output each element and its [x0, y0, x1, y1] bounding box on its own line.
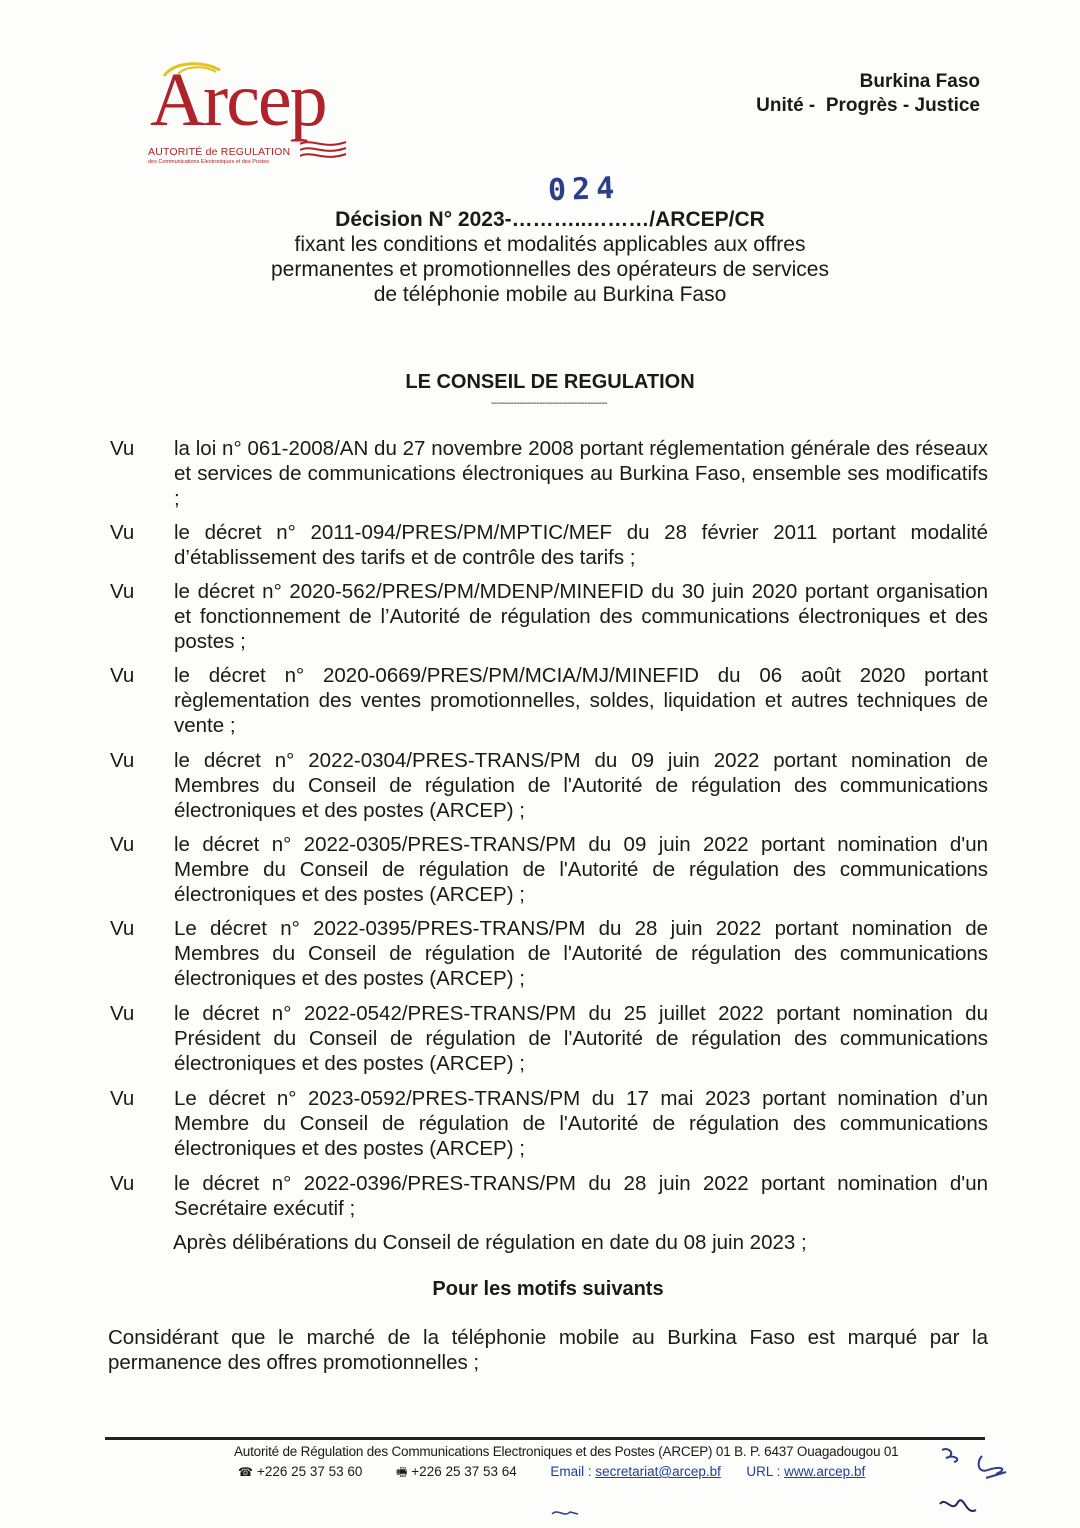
vu-item: [110, 1001, 988, 1076]
motifs-heading: Pour les motifs suivants: [432, 1278, 664, 1300]
footer-phone: +226 25 37 53 60: [256, 1464, 363, 1479]
handwritten-decision-number: 024: [547, 170, 621, 209]
vu-keyword: Vu: [110, 521, 135, 544]
heading-underline: -----------------------------------------: [490, 398, 608, 409]
logo-wordmark: Arcep: [150, 58, 326, 142]
vu-text: Le décret n° 2022-0395/PRES-TRANS/PM du 28 juin 2022 portant nomination de Membres du Conseil de régulation de l'Autorité de régulation des communications électroniques et des postes (ARCEP) ;: [174, 917, 988, 990]
footer-divider: [105, 1437, 985, 1440]
logo-subtitle-small: des Communications Electroniques et des Postes: [148, 159, 270, 165]
vu-keyword: Vu: [110, 833, 135, 856]
national-motto: Unité - Progrès - Justice: [756, 95, 980, 116]
vu-keyword: Vu: [110, 580, 135, 603]
vu-item: [110, 579, 988, 654]
vu-text: le décret n° 2022-0304/PRES-TRANS/PM du 09 juin 2022 portant nomination de Membres du Conseil de régulation de l'Autorité de régulation des communications électroniques et des postes (ARCEP) ;: [174, 749, 988, 822]
vu-item: [110, 916, 988, 991]
logo-waves-icon: [300, 138, 348, 164]
vu-text: le décret n° 2020-562/PRES/PM/MDENP/MINEFID du 30 juin 2020 portant organisation et fonctionnement de l’Autorité de régulation des communications électroniques et des postes ;: [174, 580, 988, 653]
deliberation-line: Après délibérations du Conseil de régulation en date du 08 juin 2023 ;: [173, 1231, 807, 1254]
vu-text: la loi n° 061-2008/AN du 27 novembre 2008 portant réglementation générale des réseaux et services de communications électroniques au Burkina Faso, ensemble ses modificatifs ;: [174, 437, 988, 510]
vu-keyword: Vu: [110, 917, 135, 940]
considerant-paragraph: Considérant que le marché de la téléphonie mobile au Burkina Faso est marqué par la permanence des offres promotionnelles ;: [108, 1326, 988, 1374]
vu-text: le décret n° 2022-0542/PRES-TRANS/PM du 25 juillet 2022 portant nomination du Président du Conseil de régulation de l'Autorité de régulation des communications électroniques et des postes (ARCEP) ;: [174, 1002, 988, 1075]
website-link[interactable]: www.arcep.bf: [784, 1464, 866, 1479]
council-heading: LE CONSEIL DE REGULATION: [405, 371, 695, 393]
vu-item: [110, 520, 988, 570]
logo-subtitle: AUTORITÉ de REGULATION: [148, 146, 291, 158]
vu-text: le décret n° 2020-0669/PRES/PM/MCIA/MJ/MINEFID du 06 août 2020 portant règlementation des ventes promotionnelles, soldes, liquidation et autres techniques de vente ;: [174, 664, 988, 737]
url-label: URL :: [746, 1464, 781, 1479]
vu-item: [110, 748, 988, 823]
vu-keyword: Vu: [110, 437, 135, 460]
title-line: fixant les conditions et modalités applicables aux offres: [294, 233, 806, 256]
vu-text: le décret n° 2011-094/PRES/PM/MPTIC/MEF du 28 février 2011 portant modalité d’établissement des tarifs et de contrôle des tarifs ;: [174, 521, 988, 569]
title-line: permanentes et promotionnelles des opérateurs de services: [271, 258, 829, 281]
vu-keyword: Vu: [110, 664, 135, 687]
vu-keyword: Vu: [110, 749, 135, 772]
footer-address: Autorité de Régulation des Communications Electroniques et des Postes (ARCEP) 01 B. P. 6437 Ouagadougou 01: [234, 1444, 899, 1459]
vu-item: [110, 663, 988, 738]
footer-fax: +226 25 37 53 64: [411, 1464, 517, 1479]
vu-text: le décret n° 2022-0305/PRES-TRANS/PM du 09 juin 2022 portant nomination d'un Membre du Conseil de régulation de l'Autorité de régulation des communications électroniques et des postes (ARCEP) ;: [174, 833, 988, 906]
vu-item: [110, 1171, 988, 1221]
email-label: Email :: [550, 1464, 592, 1479]
vu-text: Le décret n° 2023-0592/PRES-TRANS/PM du 17 mai 2023 portant nomination d’un Membre du Conseil de régulation de l'Autorité de régulation des communications électroniques et des postes (ARCEP) ;: [174, 1087, 988, 1160]
telephone-icon: ☎: [238, 1465, 253, 1479]
page-mark-scribble: [550, 1506, 580, 1520]
fax-icon: 🖷: [395, 1465, 408, 1479]
footer-contacts: [238, 1463, 865, 1484]
decision-number-line: Décision N° 2023-………..………/ARCEP/CR: [335, 208, 765, 231]
vu-item: [110, 436, 988, 511]
vu-keyword: Vu: [110, 1172, 135, 1195]
vu-keyword: Vu: [110, 1002, 135, 1025]
vu-item: [110, 832, 988, 907]
country-name: Burkina Faso: [859, 71, 980, 92]
decision-title: [200, 207, 900, 307]
handwritten-initials: [936, 1444, 1016, 1524]
title-line: de téléphonie mobile au Burkina Faso: [373, 283, 727, 306]
vu-text: le décret n° 2022-0396/PRES-TRANS/PM du 28 juin 2022 portant nomination d'un Secrétaire exécutif ;: [174, 1172, 988, 1220]
email-link[interactable]: secretariat@arcep.bf: [595, 1464, 721, 1479]
vu-item: [110, 1086, 988, 1161]
vu-keyword: Vu: [110, 1087, 135, 1110]
